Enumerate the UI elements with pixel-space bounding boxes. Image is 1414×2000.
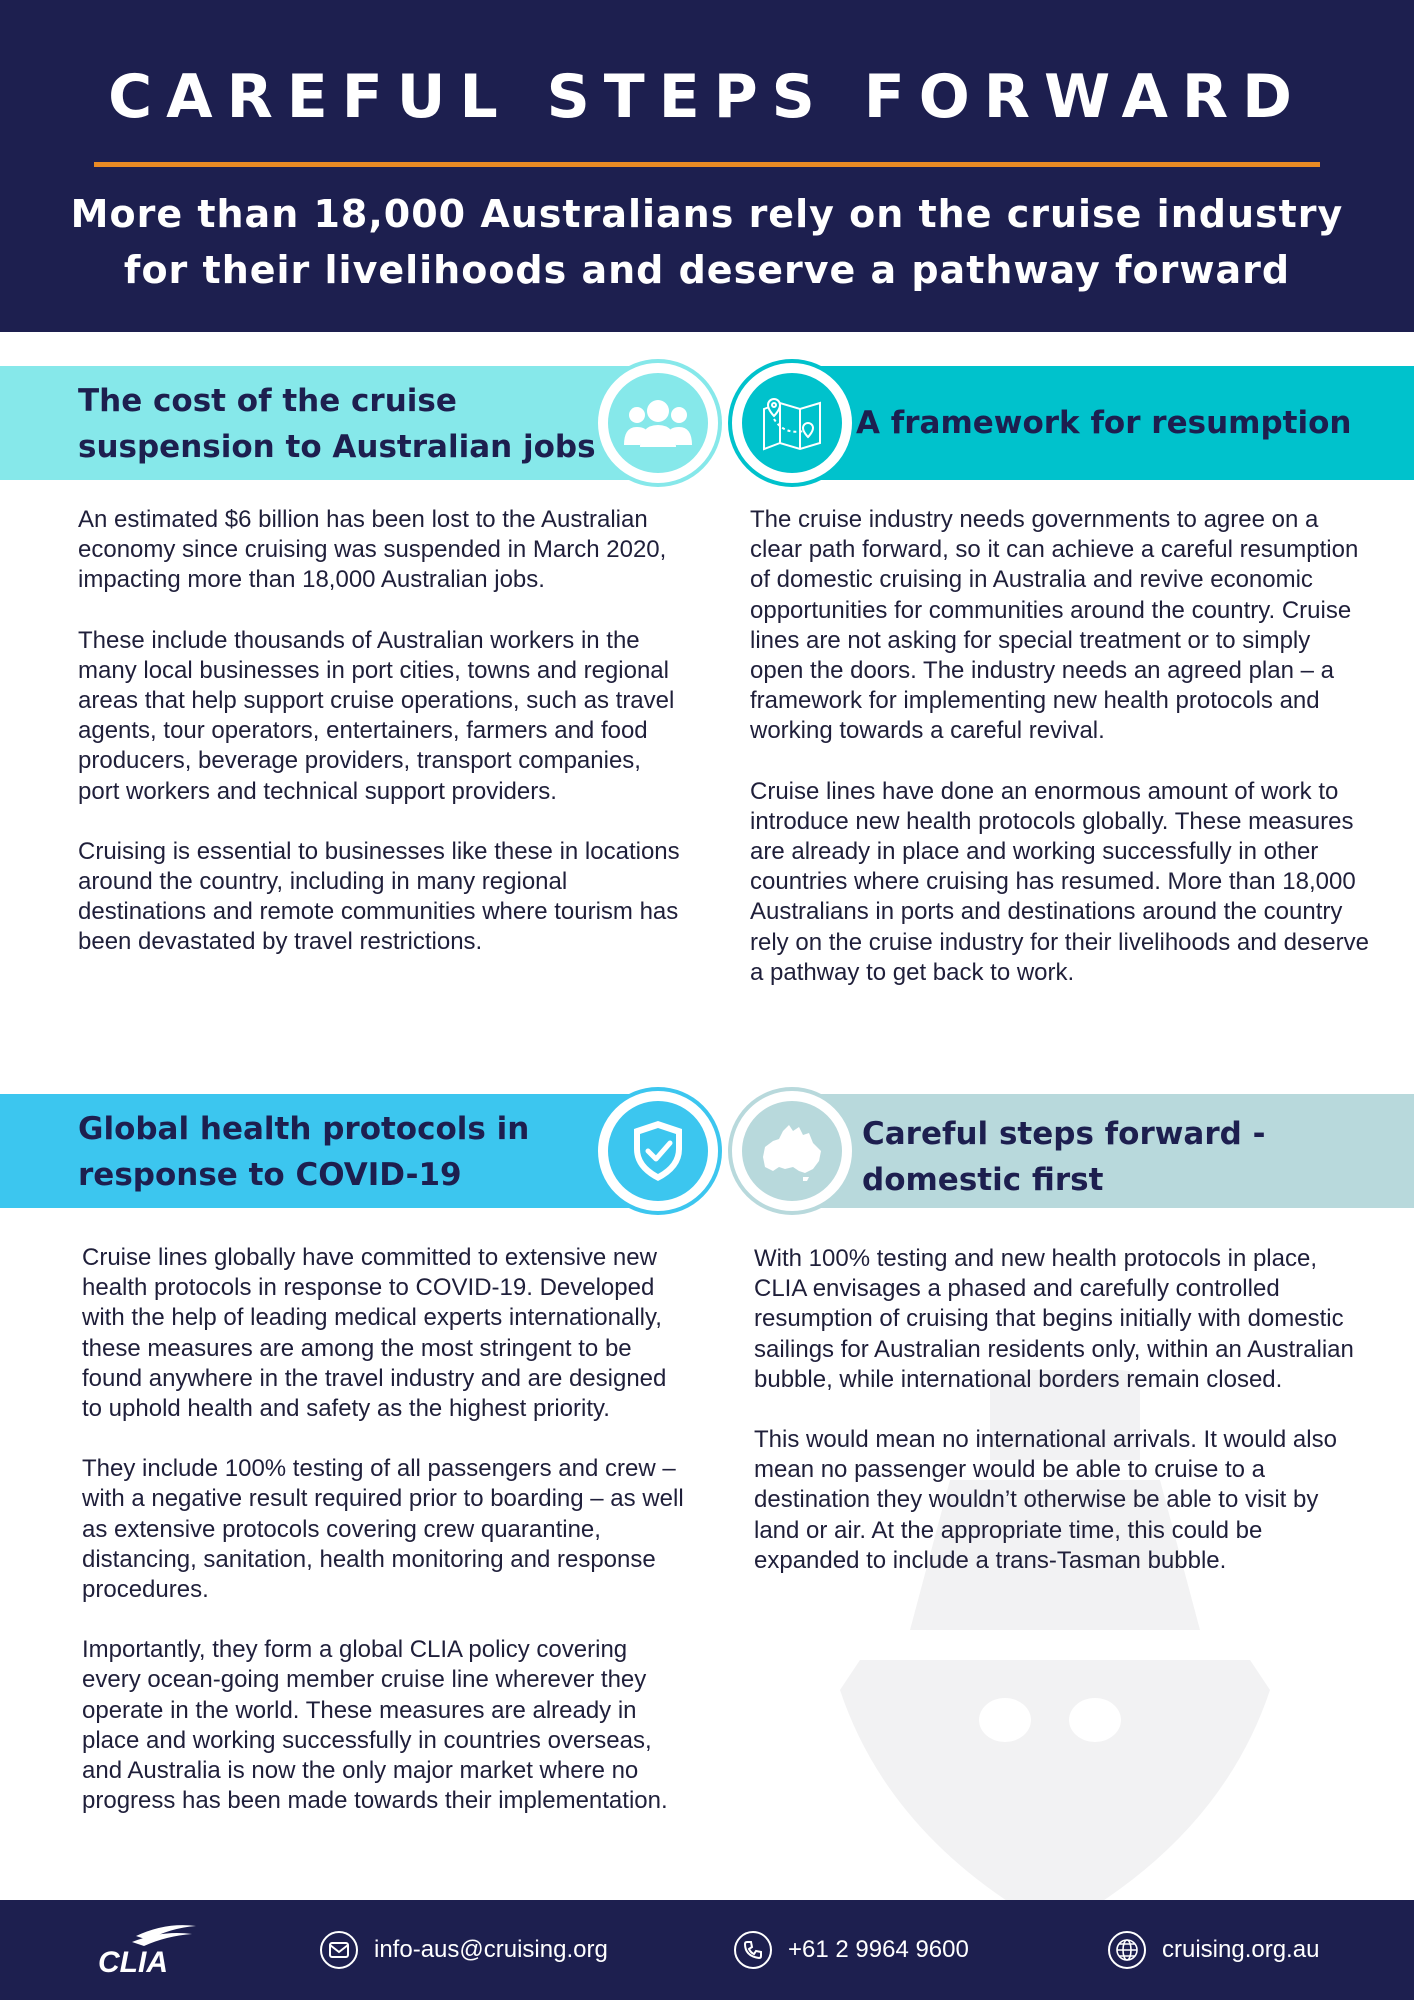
section-body-cost — [78, 505, 688, 988]
clia-logo — [96, 1922, 206, 1978]
section-body-domestic — [754, 1244, 1370, 1606]
phone-text[interactable]: +61 2 9964 9600 — [788, 1936, 969, 1963]
section-title-line: suspension to Australian jobs — [78, 429, 596, 465]
paragraph: This would mean no international arrivals. It would also mean no passenger would be able to cruise to a destination they wouldn’t otherwise be able to visit by land or air. At the appropriate time, this could be expanded to include a trans-Tasman bubble. — [754, 1426, 1337, 1574]
section-icon-circle-cost — [598, 363, 718, 483]
section-title-domestic — [862, 1111, 1402, 1203]
paragraph: With 100% testing and new health protocols in place, CLIA envisages a phased and carefully controlled resumption of cruising that begins initially with domestic sailings for Australian residents only, within an Australian bubble, while international borders remain closed. — [754, 1245, 1354, 1393]
section-title-line: domestic first — [862, 1162, 1104, 1198]
logo-text: CLIA — [98, 1946, 168, 1978]
section-title-health — [78, 1106, 638, 1198]
header-banner — [0, 0, 1414, 332]
email-contact[interactable] — [320, 1930, 608, 1970]
subtitle-line: for their livelihoods and deserve a pathway forward — [123, 248, 1291, 292]
section-title-framework: A framework for resumption — [856, 405, 1352, 441]
section-icon-circle-framework — [732, 363, 852, 483]
paragraph: The cruise industry needs governments to agree on a clear path forward, so it can achieve a careful resumption of domestic cruising in Australia and revive economic opportunities for communities around the country. Cruise lines are not asking for special treatment or to simply open the doors. The industry needs an agreed plan – a framework for implementing new health protocols and working towards a careful revival. — [750, 506, 1359, 745]
paragraph: Importantly, they form a global CLIA policy covering every ocean-going member cruise line wherever they operate in the world. These measures are already in place and working successfully in countries overseas, and Australia is now the only major market where no progress has been made towards their implementation. — [82, 1636, 668, 1815]
page-title: CAREFUL STEPS FORWARD — [108, 62, 1306, 132]
paragraph: Cruising is essential to businesses like these in locations around the country, including in many regional destinations and remote communities where tourism has been devastated by travel restrictions. — [78, 837, 680, 956]
email-text[interactable]: info-aus@cruising.org — [374, 1936, 608, 1963]
section-title-line: The cost of the cruise — [78, 383, 457, 419]
title-divider — [94, 162, 1320, 167]
map-pin-icon — [760, 395, 824, 451]
website-text[interactable]: cruising.org.au — [1162, 1936, 1320, 1963]
section-title-cost — [78, 378, 638, 470]
section-title-line: Careful steps forward - — [862, 1116, 1266, 1152]
phone-icon — [734, 1931, 772, 1969]
australia-map-icon — [759, 1121, 825, 1181]
shield-check-icon — [630, 1119, 686, 1183]
envelope-icon — [320, 1931, 358, 1969]
section-icon-circle-health — [598, 1091, 718, 1211]
section-icon-circle-domestic — [732, 1091, 852, 1211]
footer — [0, 1900, 1414, 2000]
section-body-framework — [750, 505, 1370, 1018]
paragraph: Cruise lines have done an enormous amount of work to introduce new health protocols globally. These measures are already in place and working successfully in other countries where cruising has resumed. More than 18,000 Australians in ports and destinations around the country rely on the cruise industry for their livelihoods and deserve a pathway to get back to work. — [750, 777, 1369, 986]
paragraph: Cruise lines globally have committed to extensive new health protocols in response to COVID-19. Developed with the help of leading medical experts internationally, these measures are among the most stringent to be found anywhere in the travel industry and are designed to uphold health and safety as the highest priority. — [82, 1244, 667, 1423]
paragraph: These include thousands of Australian workers in the many local businesses in port cities, towns and regional areas that help support cruise operations, such as travel agents, tour operators, entertainers, farmers and food producers, beverage providers, transport companies, port workers and technical support providers. — [78, 626, 675, 805]
section-title-line: response to COVID-19 — [78, 1157, 462, 1193]
section-title-line: Global health protocols in — [78, 1111, 530, 1147]
subtitle-line: More than 18,000 Australians rely on the cruise industry — [70, 192, 1344, 236]
section-body-health — [82, 1243, 688, 1846]
paragraph: An estimated $6 billion has been lost to the Australian economy since cruising was suspended in March 2020, impacting more than 18,000 Australian jobs. — [78, 506, 667, 594]
website-contact[interactable] — [1108, 1930, 1319, 1970]
globe-icon — [1108, 1931, 1146, 1969]
paragraph: They include 100% testing of all passengers and crew – with a negative result required prior to boarding – as well as extensive protocols covering crew quarantine, distancing, sanitation, health monitoring and response procedures. — [82, 1455, 684, 1604]
people-group-icon — [622, 395, 694, 451]
page-subtitle — [60, 186, 1354, 298]
phone-contact[interactable] — [734, 1930, 969, 1970]
